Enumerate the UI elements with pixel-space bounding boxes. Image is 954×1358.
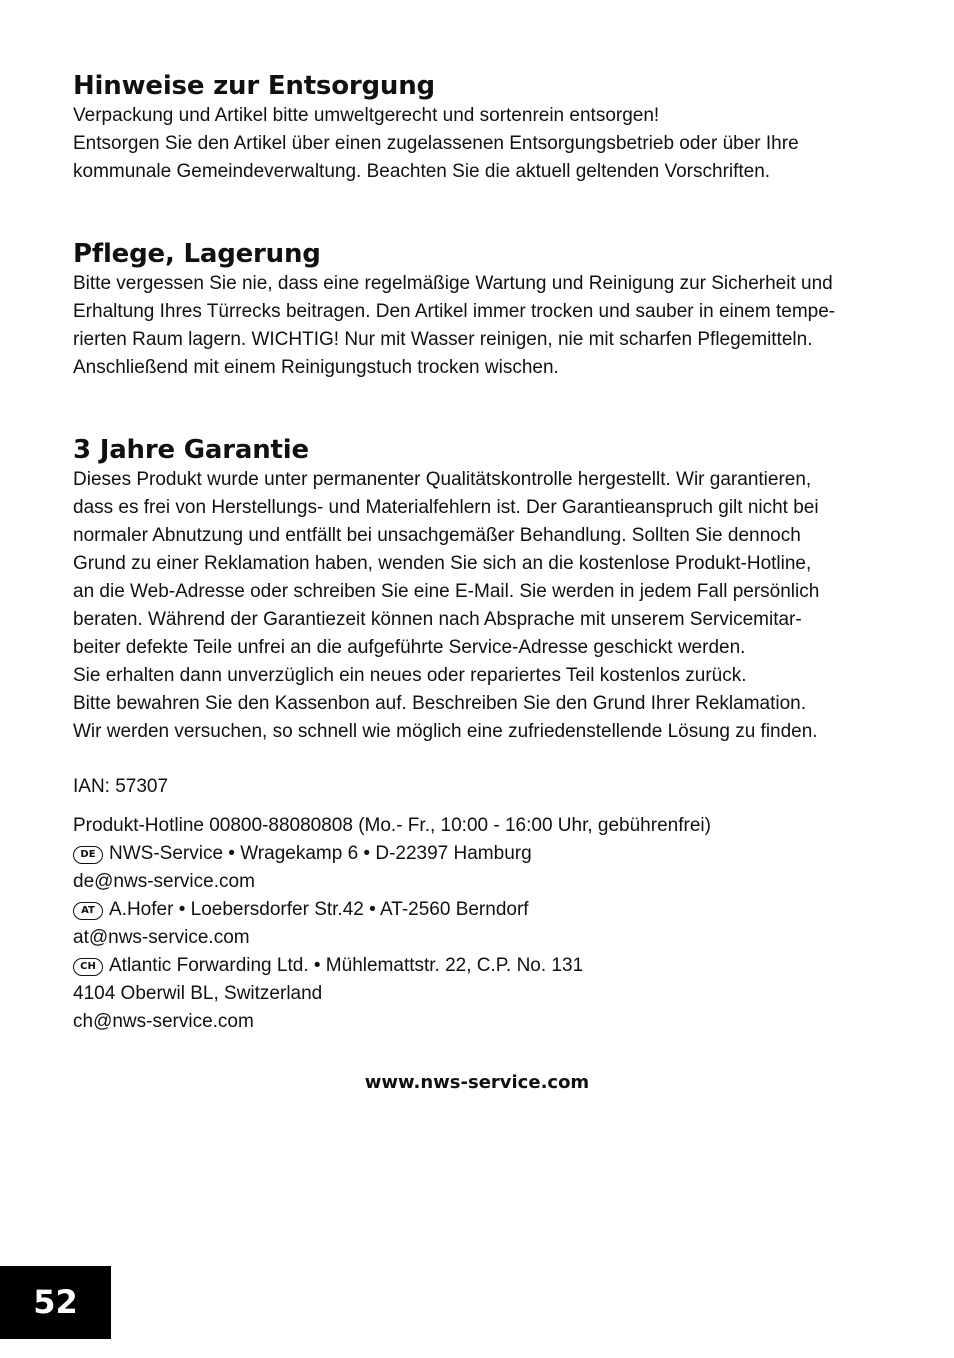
paragraph-line: normaler Abnutzung und entfällt bei unsachgemäßer Behandlung. Sollten Sie dennoch bbox=[73, 525, 801, 546]
section-heading: Pflege, Lagerung bbox=[73, 239, 321, 269]
ch-city: 4104 Oberwil BL, Switzerland bbox=[73, 983, 323, 1004]
paragraph-line: Wir werden versuchen, so schnell wie möglich eine zufriedenstellende Lösung zu finden. bbox=[73, 721, 818, 742]
paragraph-line: Sie erhalten dann unverzüglich ein neues oder repariertes Teil kostenlos zurück. bbox=[73, 665, 747, 686]
at-email[interactable]: at@nws-service.com bbox=[73, 927, 250, 948]
paragraph-line: dass es frei von Herstellungs- und Materialfehlern ist. Der Garantieanspruch gilt nicht bei bbox=[73, 497, 819, 518]
paragraph-line: Verpackung und Artikel bitte umweltgerecht und sortenrein entsorgen! bbox=[73, 105, 660, 126]
de-country-badge-icon: DE bbox=[73, 846, 103, 864]
section-heading: Hinweise zur Entsorgung bbox=[73, 71, 435, 101]
at-country-badge-icon: AT bbox=[73, 902, 103, 920]
paragraph-line: kommunale Gemeindeverwaltung. Beachten Sie die aktuell geltenden Vorschriften. bbox=[73, 161, 771, 182]
section-disposal bbox=[73, 70, 888, 186]
ch-email[interactable]: ch@nws-service.com bbox=[73, 1011, 254, 1032]
ch-country-badge-icon: CH bbox=[73, 958, 103, 976]
paragraph-line: beiter defekte Teile unfrei an die aufgeführte Service-Adresse geschickt werden. bbox=[73, 637, 746, 658]
section-heading: 3 Jahre Garantie bbox=[73, 435, 309, 465]
page-content bbox=[73, 70, 888, 1036]
contact-at bbox=[73, 896, 888, 924]
website-link[interactable]: www.nws-service.com bbox=[364, 1072, 590, 1093]
section-warranty bbox=[73, 434, 888, 746]
paragraph-line: Anschließend mit einem Reinigungstuch trocken wischen. bbox=[73, 357, 559, 378]
de-email[interactable]: de@nws-service.com bbox=[73, 871, 255, 892]
paragraph-line: beraten. Während der Garantiezeit können nach Absprache mit unserem Servicemitar- bbox=[73, 609, 802, 630]
page-number: 52 bbox=[0, 1266, 111, 1339]
paragraph-line: Bitte bewahren Sie den Kassenbon auf. Beschreiben Sie den Grund Ihrer Reklamation. bbox=[73, 693, 807, 714]
contact-ch bbox=[73, 952, 888, 980]
hotline: Produkt-Hotline 00800-88080808 (Mo.- Fr., 10:00 - 16:00 Uhr, gebührenfrei) bbox=[73, 815, 711, 836]
ch-address: Atlantic Forwarding Ltd. • Mühlemattstr. 22, C.P. No. 131 bbox=[109, 955, 584, 976]
paragraph-line: an die Web-Adresse oder schreiben Sie eine E-Mail. Sie werden in jedem Fall persönlich bbox=[73, 581, 820, 602]
paragraph-line: Dieses Produkt wurde unter permanenter Qualitätskontrolle hergestellt. Wir garantieren, bbox=[73, 469, 812, 490]
ian-number: IAN: 57307 bbox=[73, 776, 169, 797]
section-care-storage bbox=[73, 238, 888, 382]
paragraph-line: Entsorgen Sie den Artikel über einen zugelassenen Entsorgungsbetrieb oder über Ihre bbox=[73, 133, 799, 154]
paragraph-line: rierten Raum lagern. WICHTIG! Nur mit Wasser reinigen, nie mit scharfen Pflegemitteln. bbox=[73, 329, 813, 350]
service-contacts bbox=[73, 812, 888, 1036]
de-address: NWS-Service • Wragekamp 6 • D-22397 Hamburg bbox=[109, 843, 532, 864]
contact-de bbox=[73, 840, 888, 868]
paragraph-line: Erhaltung Ihres Türrecks beitragen. Den Artikel immer trocken und sauber in einem tempe- bbox=[73, 301, 836, 322]
at-address: A.Hofer • Loebersdorfer Str.42 • AT-2560 Berndorf bbox=[109, 899, 529, 920]
paragraph-line: Grund zu einer Reklamation haben, wenden Sie sich an die kostenlose Produkt-Hotline, bbox=[73, 553, 812, 574]
paragraph-line: Bitte vergessen Sie nie, dass eine regelmäßige Wartung und Reinigung zur Sicherheit und bbox=[73, 273, 833, 294]
